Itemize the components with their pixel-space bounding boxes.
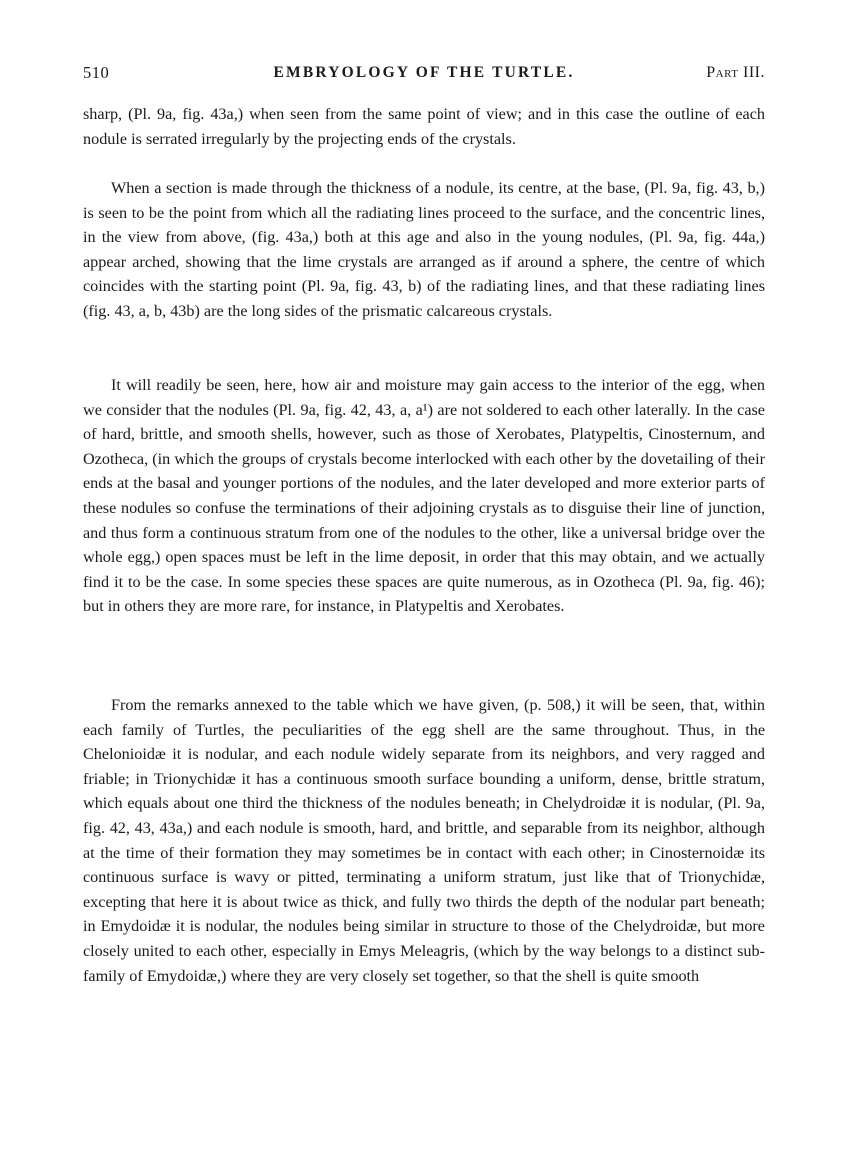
part-label: Part III. (706, 64, 765, 81)
document-page (83, 58, 765, 1063)
paragraph-section-centre: When a section is made through the thickness of a nodule, its centre, at the base, (Pl. 9a, fig. 43, b,) is seen to be the point from which all the radiating lines proceed to the surface, and the concentric lines, in the view from above, (fig. 43a,) both at this age and also in the young nodules, (Pl. 9a, fig. 44a,) appear arched, showing that the lime crystals are arranged as if around a sphere, the centre of which coincides with the starting point (Pl. 9a, fig. 43, b) of the radiating lines, and that these radiating lines (fig. 43, a, b, 43b) are the long sides of the prismatic calcareous crystals. (83, 179, 765, 320)
running-title: EMBRYOLOGY OF THE TURTLE. (273, 64, 575, 81)
paragraph-air-moisture: It will readily be seen, here, how air and moisture may gain access to the interior of the egg, when we consider that the nodules (Pl. 9a, fig. 42, 43, a, a¹) are not soldered to each other laterally. In the case of hard, brittle, and smooth shells, however, such as those of Xerobates, Platypeltis, Cinosternum, and Ozotheca, (in which the groups of crystals become interlocked with each other by the dovetailing of their ends at the basal and younger portions of the nodules, and the later developed and more exterior parts of these nodules so confuse the terminations of their adjoining crystals as to disguise their line of junction, and thus form a continuous stratum from one of the nodules to the other, like a universal bridge over the whole egg,) open spaces must be left in the lime deposit, in order that this may obtain, and we actually find it to be the case. In some species these spaces are quite numerous, as in Ozotheca (Pl. 9a, fig. 46); but in others they are more rare, for instance, in Platypeltis and Xerobates. (83, 376, 765, 616)
body-text (83, 102, 765, 1063)
paragraph-family-peculiarities: From the remarks annexed to the table which we have given, (p. 508,) it will be seen, that, within each family of Turtles, the peculiarities of the egg shell are the same throughout. Thus, in the Chelonioidæ it is nodular, and each nodule widely separate from its neighbors, and very ragged and friable; in Trionychidæ it has a continuous smooth surface bounding a uniform, dense, brittle stratum, which equals about one third the thickness of the nodules beneath; in Chelydroidæ it is nodular, (Pl. 9a, fig. 42, 43, 43a,) and each nodule is smooth, hard, and brittle, and separable from its neighbor, although at the time of their formation they may sometimes be in contact with each other; in Cinosternoidæ its continuous surface is wavy or pitted, terminating a uniform stratum, just like that of Trionychidæ, excepting that here it is about twice as thick, and fully two thirds the depth of the nodular part beneath; in Emydoidæ it is nodular, the nodules being similar in structure to those of the Chelydroidæ, but more closely united to each other, especially in Emys Meleagris, (which by the way belongs to a distinct sub-family of Emydoidæ,) where they are very closely set together, so that the shell is quite smooth (83, 696, 765, 985)
page-number: 510 (83, 63, 110, 82)
running-header (83, 58, 765, 88)
paragraph-continuation: sharp, (Pl. 9a, fig. 43a,) when seen from the same point of view; and in this case the outline of each nodule is serrated irregularly by the projecting ends of the crystals. (83, 105, 765, 148)
